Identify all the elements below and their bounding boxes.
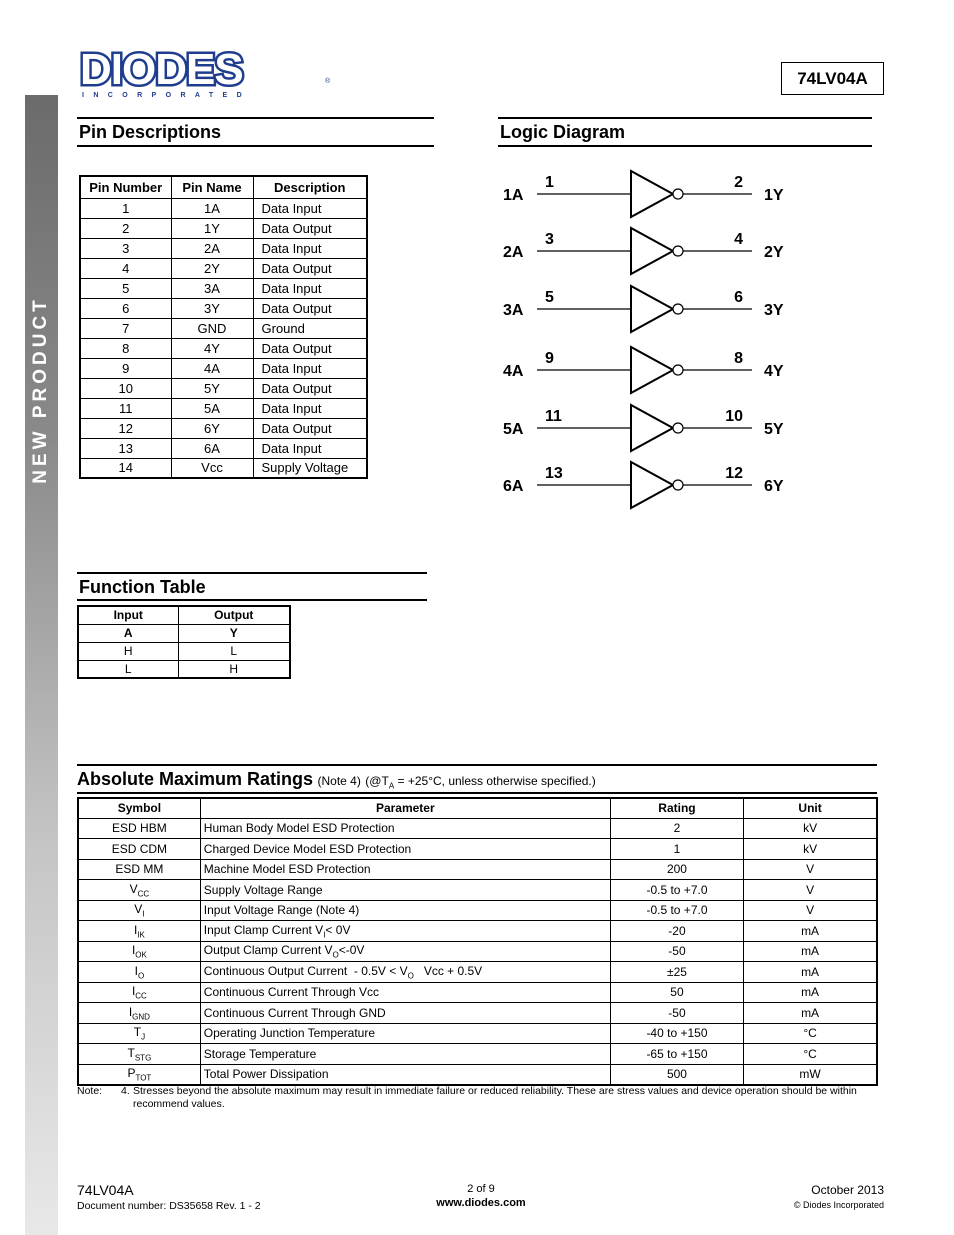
function-table <box>77 605 291 679</box>
inverter-gate <box>631 462 673 508</box>
func-subheader-a: A <box>78 624 178 642</box>
abs-max-unit: V <box>744 900 877 921</box>
pin-table-cell: 2 <box>80 218 171 238</box>
abs-max-header: Parameter <box>200 798 610 818</box>
inverter-bubble <box>673 480 683 490</box>
pin-table-cell: 5 <box>80 278 171 298</box>
table-row <box>78 660 290 678</box>
table-row <box>78 982 877 1003</box>
output-pin-label: 6 <box>734 289 743 306</box>
footer-right <box>794 1183 884 1210</box>
pin-table-cell: 13 <box>80 438 171 458</box>
footer-document-number: Document number: DS35658 Rev. 1 - 2 <box>77 1200 261 1212</box>
table-row <box>78 900 877 921</box>
input-name-label: 3A <box>503 302 524 319</box>
sidebar-label: NEW PRODUCT <box>30 296 51 484</box>
table-row <box>80 278 367 298</box>
abs-max-rating: 1 <box>610 839 743 860</box>
abs-max-rating: -0.5 to +7.0 <box>610 900 743 921</box>
abs-max-rating: 500 <box>610 1064 743 1085</box>
abs-max-symbol: $I_{CC}$ <box>78 982 200 1003</box>
abs-max-unit: mA <box>744 921 877 942</box>
abs-max-header: Unit <box>744 798 877 818</box>
pin-descriptions-title: Pin Descriptions <box>77 117 434 147</box>
abs-max-unit: kV <box>744 818 877 839</box>
table-row <box>80 238 367 258</box>
registered-mark: ® <box>325 78 331 85</box>
abs-max-header: Rating <box>610 798 743 818</box>
input-name-label: 2A <box>503 244 524 261</box>
pin-table-cell: 10 <box>80 378 171 398</box>
table-row <box>80 358 367 378</box>
abs-max-unit: V <box>744 859 877 880</box>
table-row <box>80 418 367 438</box>
table-row <box>78 1003 877 1024</box>
input-pin-label: 9 <box>545 350 554 367</box>
output-name-label: 3Y <box>764 302 784 319</box>
abs-max-title: Absolute Maximum Ratings <box>77 769 314 789</box>
pin-table-cell: 5Y <box>171 378 253 398</box>
abs-max-unit: mA <box>744 1003 877 1024</box>
table-row <box>78 1044 877 1065</box>
note-number: 4. <box>121 1085 130 1097</box>
pin-table-header: Pin Name <box>171 176 253 198</box>
pin-table-cell: Data Input <box>253 238 367 258</box>
abs-max-parameter: Machine Model ESD Protection <box>200 859 610 880</box>
output-name-label: 6Y <box>764 478 784 495</box>
func-cell: L <box>78 660 178 678</box>
pin-table-cell: Ground <box>253 318 367 338</box>
footer-copyright: © Diodes Incorporated <box>793 1200 884 1210</box>
table-row <box>80 458 367 478</box>
pin-table-cell: Data Input <box>253 358 367 378</box>
pin-table-cell: Vcc <box>171 458 253 478</box>
inverter-bubble <box>673 246 683 256</box>
table-row <box>78 880 877 901</box>
inverter-gate <box>631 228 673 274</box>
abs-max-unit: mW <box>744 1064 877 1085</box>
footer-center <box>381 1183 581 1209</box>
func-cell: H <box>178 660 290 678</box>
abs-max-symbol: $T_J$ <box>78 1023 200 1044</box>
pin-table-cell: Data Input <box>253 438 367 458</box>
table-row <box>80 258 367 278</box>
pin-table-cell: 7 <box>80 318 171 338</box>
pin-table-cell: GND <box>171 318 253 338</box>
abs-max-symbol: ESD MM <box>78 859 200 880</box>
abs-max-table <box>77 797 878 1086</box>
function-table-title: Function Table <box>77 572 427 601</box>
abs-max-parameter: Human Body Model ESD Protection <box>200 818 610 839</box>
abs-max-rating: 50 <box>610 982 743 1003</box>
note-text: Stresses beyond the absolute maximum may result in immediate failure or reduced reliability. These are stress values and device operation should be within recommend values. <box>133 1085 857 1110</box>
input-pin-label: 3 <box>545 231 554 248</box>
pin-table-cell: 4 <box>80 258 171 278</box>
table-row <box>78 859 877 880</box>
pin-table-cell: Data Output <box>253 338 367 358</box>
abs-max-note-ref: (Note 4) <box>317 774 361 788</box>
table-row <box>80 438 367 458</box>
table-row <box>78 962 877 983</box>
output-pin-label: 2 <box>734 174 743 191</box>
pin-table-cell: 1A <box>171 198 253 218</box>
input-name-label: 1A <box>503 187 524 204</box>
table-row <box>80 318 367 338</box>
pin-table-header: Description <box>253 176 367 198</box>
table-row <box>80 198 367 218</box>
input-pin-label: 1 <box>545 174 554 191</box>
abs-max-rating: -50 <box>610 941 743 962</box>
pin-table-cell: Data Input <box>253 398 367 418</box>
output-name-label: 1Y <box>764 187 784 204</box>
pin-table-cell: 2A <box>171 238 253 258</box>
table-row <box>80 378 367 398</box>
inverter-gate <box>631 286 673 332</box>
output-name-label: 5Y <box>764 421 784 438</box>
pin-table-cell: Data Output <box>253 218 367 238</box>
pin-table-cell: Data Output <box>253 418 367 438</box>
pin-table-cell: 3 <box>80 238 171 258</box>
pin-descriptions-table <box>79 175 368 479</box>
pin-table-cell: 5A <box>171 398 253 418</box>
input-pin-label: 13 <box>545 465 563 482</box>
abs-max-symbol: $P_{TOT}$ <box>78 1064 200 1085</box>
pin-table-cell: Data Input <box>253 278 367 298</box>
input-pin-label: 11 <box>545 408 562 425</box>
abs-max-unit: mA <box>744 982 877 1003</box>
pin-table-cell: Supply Voltage <box>253 458 367 478</box>
inverter-bubble <box>673 365 683 375</box>
abs-max-parameter: Operating Junction Temperature <box>200 1023 610 1044</box>
table-row <box>78 921 877 942</box>
table-row <box>78 1023 877 1044</box>
table-row <box>78 941 877 962</box>
table-row <box>80 398 367 418</box>
table-row <box>80 298 367 318</box>
output-name-label: 2Y <box>764 244 784 261</box>
abs-max-parameter: Supply Voltage Range <box>200 880 610 901</box>
abs-max-symbol: $I_{OK}$ <box>78 941 200 962</box>
pin-table-cell: 6Y <box>171 418 253 438</box>
abs-max-unit: V <box>744 880 877 901</box>
abs-max-symbol: $I_O$ <box>78 962 200 983</box>
abs-max-parameter: Continuous Output Current - $0.5V < V_O$ Vcc + 0.5V <box>200 962 610 983</box>
abs-max-rating: -20 <box>610 921 743 942</box>
part-number-box: 74LV04A <box>781 62 884 95</box>
func-cell: H <box>78 642 178 660</box>
abs-max-parameter: Output Clamp Current $V_O<-0V$ <box>200 941 610 962</box>
abs-max-parameter: Input Voltage Range (Note 4) <box>200 900 610 921</box>
pin-table-cell: 6A <box>171 438 253 458</box>
abs-max-parameter: Storage Temperature <box>200 1044 610 1065</box>
output-name-label: 4Y <box>764 363 784 380</box>
footer-date: October 2013 <box>811 1183 884 1197</box>
abs-max-title-bar <box>77 764 877 794</box>
abs-max-rating: -40 to +150 <box>610 1023 743 1044</box>
table-row <box>78 818 877 839</box>
footer-website-link[interactable]: www.diodes.com <box>436 1197 526 1209</box>
pin-table-cell: 2Y <box>171 258 253 278</box>
func-cell: L <box>178 642 290 660</box>
table-row <box>80 218 367 238</box>
pin-table-cell: 12 <box>80 418 171 438</box>
abs-max-condition: ($@T_A = +25^\circ C$, unless otherwise specified.) <box>365 774 596 791</box>
abs-max-unit: °C <box>744 1023 877 1044</box>
table-row <box>78 642 290 660</box>
sidebar-band <box>25 95 58 1235</box>
footer-part-number: 74LV04A <box>77 1182 134 1198</box>
pin-table-cell: Data Input <box>253 198 367 218</box>
abs-max-symbol: $I_{GND}$ <box>78 1003 200 1024</box>
pin-table-cell: 8 <box>80 338 171 358</box>
inverter-gate <box>631 347 673 393</box>
abs-max-symbol: ESD CDM <box>78 839 200 860</box>
pin-table-cell: 6 <box>80 298 171 318</box>
func-header-input: Input <box>78 606 178 624</box>
abs-max-unit: °C <box>744 1044 877 1065</box>
table-row <box>78 839 877 860</box>
logo-subtitle: INCORPORATED <box>82 92 252 99</box>
abs-max-parameter: Continuous Current Through Vcc <box>200 982 610 1003</box>
abs-max-parameter: Total Power Dissipation <box>200 1064 610 1085</box>
abs-max-rating: 200 <box>610 859 743 880</box>
abs-max-parameter: Continuous Current Through GND <box>200 1003 610 1024</box>
pin-table-cell: 14 <box>80 458 171 478</box>
abs-max-header: Symbol <box>78 798 200 818</box>
input-name-label: 4A <box>503 363 524 380</box>
pin-table-header: Pin Number <box>80 176 171 198</box>
abs-max-symbol: $T_{STG}$ <box>78 1044 200 1065</box>
output-pin-label: 4 <box>734 231 743 248</box>
abs-max-parameter: Input Clamp Current $V_I< 0V$ <box>200 921 610 942</box>
inverter-gate <box>631 171 673 217</box>
logo-wordmark: DIODES <box>80 45 243 94</box>
pin-table-cell: 11 <box>80 398 171 418</box>
abs-max-rating: ±25 <box>610 962 743 983</box>
pin-table-cell: 4A <box>171 358 253 378</box>
func-subheader-y: Y <box>178 624 290 642</box>
abs-max-rating: -65 to +150 <box>610 1044 743 1065</box>
output-pin-label: 8 <box>734 350 743 367</box>
abs-max-symbol: $V_I$ <box>78 900 200 921</box>
abs-max-symbol: ESD HBM <box>78 818 200 839</box>
abs-max-unit: kV <box>744 839 877 860</box>
pin-table-cell: Data Output <box>253 258 367 278</box>
abs-max-rating: -0.5 to +7.0 <box>610 880 743 901</box>
inverter-gate <box>631 405 673 451</box>
pin-table-cell: Data Output <box>253 298 367 318</box>
abs-max-rating: 2 <box>610 818 743 839</box>
note-label: Note: <box>77 1085 103 1097</box>
pin-table-cell: 1Y <box>171 218 253 238</box>
input-name-label: 5A <box>503 421 524 438</box>
footer-page-number: 2 of 9 <box>467 1183 495 1195</box>
inverter-bubble <box>673 189 683 199</box>
abs-max-unit: mA <box>744 962 877 983</box>
input-name-label: 6A <box>503 478 524 495</box>
inverter-bubble <box>673 423 683 433</box>
func-header-output: Output <box>178 606 290 624</box>
diodes-logo <box>80 45 331 99</box>
logic-diagram <box>490 160 820 520</box>
pin-table-cell: 3Y <box>171 298 253 318</box>
footer-left <box>77 1182 261 1212</box>
logic-diagram-title: Logic Diagram <box>498 117 872 147</box>
table-row <box>80 338 367 358</box>
pin-table-cell: 9 <box>80 358 171 378</box>
abs-max-symbol: $V_{CC}$ <box>78 880 200 901</box>
abs-max-parameter: Charged Device Model ESD Protection <box>200 839 610 860</box>
pin-table-cell: 4Y <box>171 338 253 358</box>
pin-table-cell: Data Output <box>253 378 367 398</box>
inverter-bubble <box>673 304 683 314</box>
pin-table-cell: 1 <box>80 198 171 218</box>
pin-table-cell: 3A <box>171 278 253 298</box>
output-pin-label: 12 <box>725 465 743 482</box>
abs-max-rating: -50 <box>610 1003 743 1024</box>
abs-max-unit: mA <box>744 941 877 962</box>
abs-max-symbol: $I_{IK}$ <box>78 921 200 942</box>
table-row <box>78 1064 877 1085</box>
output-pin-label: 10 <box>725 408 743 425</box>
input-pin-label: 5 <box>545 289 554 306</box>
